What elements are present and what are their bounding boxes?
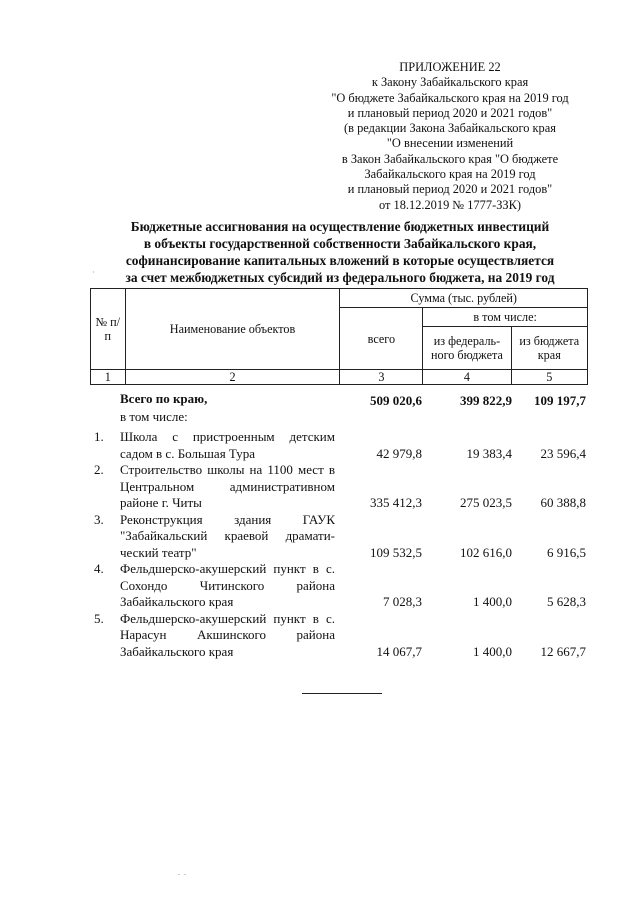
row-total: 7 028,3 [383,594,422,609]
index-cell: 2 [125,370,340,385]
appendix-line: Забайкальского края на 2019 год [364,167,536,182]
index-cell: 4 [423,370,511,385]
row-total: 14 067,7 [376,643,422,659]
table-row [90,561,588,611]
row-number: 2. [94,462,104,477]
appendix-line: к Закону Забайкальского края [371,75,529,90]
row-regional: 12 667,7 [540,643,586,659]
header-federal: из федераль-ного бюджета [423,327,511,370]
total-label: Всего по краю, [120,391,208,406]
appendix-line: и плановый период 2020 и 2021 годов" [347,105,553,120]
index-cell: 1 [91,370,126,385]
row-federal: 275 023,5 [460,495,512,510]
header-including: в том числе: [423,308,588,327]
table-row [90,462,588,512]
appendix-line: "О бюджете Забайкальского края на 2019 год [331,90,569,105]
row-number: 3. [94,511,104,527]
row-total: 335 412,3 [370,495,422,510]
row-name: Строительство школы на 1100 мест в Центральном административном районе г. Читы [120,462,335,510]
document-title [95,218,585,286]
scan-speck: . . [178,868,186,877]
row-regional: 5 628,3 [547,594,586,609]
scan-speck: · [92,268,95,277]
row-name: Реконструкция здания ГАУК "Забайкальский краевой драмати-ческий театр" [120,511,335,560]
row-federal: 1 400,0 [473,643,512,659]
title-line: за счет межбюджетных субсидий из федерального бюджета, на 2019 год [125,270,555,285]
row-number: 4. [94,561,104,576]
appendix-line: ПРИЛОЖЕНИЕ 22 [399,60,501,74]
appendix-line: (в редакции Закона Забайкальского края [344,121,556,136]
row-name: Фельдшерско-акушерский пункт в с. Сохондо Читинского района Забайкальского края [120,561,335,609]
index-cell: 5 [511,370,587,385]
appendix-line: "О внесении изменений [386,136,514,151]
table-body [90,391,588,660]
appendix-line: от 18.12.2019 № 1777-ЗЗК) [378,197,522,212]
row-total: 109 532,5 [370,544,422,560]
table-row [90,512,588,562]
row-federal: 19 383,4 [466,445,512,461]
including-row [90,409,588,427]
header-regional: из бюджета края [511,327,587,370]
row-federal: 102 616,0 [460,544,512,560]
table-header [90,288,588,385]
row-federal: 1 400,0 [473,594,512,609]
header-number: № п/п [91,289,126,370]
total-regional: 109 197,7 [534,392,586,408]
total-federal: 399 822,9 [460,392,512,408]
appendix-header [300,60,600,213]
table-row [90,611,588,661]
total-sum: 509 020,6 [370,392,422,408]
row-number: 5. [94,610,104,626]
row-regional: 23 596,4 [540,445,586,461]
row-name: Школа с пристроенным детским садом в с. Большая Тура [120,429,335,461]
row-total: 42 979,8 [376,445,422,461]
row-regional: 6 916,5 [547,544,586,560]
title-line: Бюджетные ассигнования на осуществление бюджетных инвестиций [130,219,550,234]
header-total: всего [340,308,423,370]
index-cell: 3 [340,370,423,385]
separator-line [302,693,382,694]
row-name: Фельдшерско-акушерский пункт в с. Нарасун Акшинского района Забайкальского края [120,610,335,659]
header-name: Наименование объектов [125,289,340,370]
row-number: 1. [94,429,104,444]
appendix-line: и плановый период 2020 и 2021 годов" [347,182,553,197]
including-label: в том числе: [120,409,188,424]
table-row [90,429,588,462]
appendix-line: в Закон Забайкальского края "О бюджете [341,151,559,166]
title-line: в объекты государственной собственности Забайкальского края, [143,236,537,251]
header-sum: Сумма (тыс. рублей) [340,289,588,308]
total-row [90,391,588,409]
title-line: софинансирование капитальных вложений в которые осуществляется [125,253,555,268]
row-regional: 60 388,8 [540,495,586,510]
